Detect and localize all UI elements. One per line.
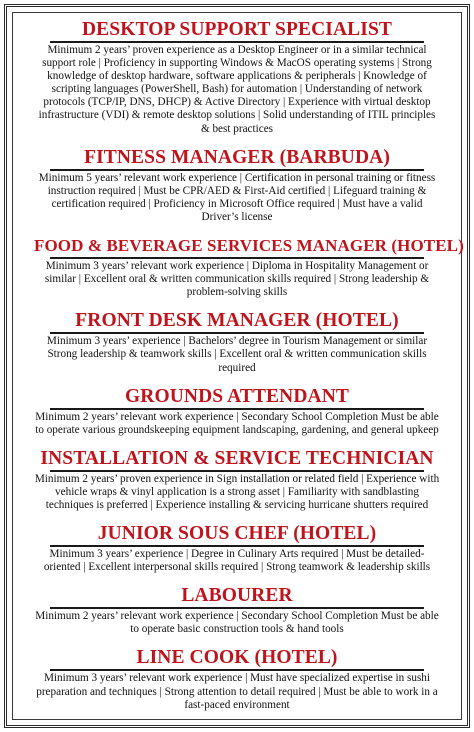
job-listing: [34, 236, 464, 299]
job-requirements: Minimum 2 years’ proven experience in Sign installation or related field | Experience with vehicle wraps & vinyl application is a strong asset | Familiarity with sandblasting techniques is preferred | Experience installing & servicing hurricane shutters required: [34, 472, 440, 511]
title-divider: [50, 257, 424, 259]
title-divider: [50, 470, 424, 472]
job-title: GROUNDS ATTENDANT: [125, 385, 349, 407]
title-divider: [50, 408, 424, 410]
title-divider: [50, 41, 424, 43]
job-title: LINE COOK (HOTEL): [136, 647, 338, 669]
title-divider: [50, 332, 424, 334]
job-title: DESKTOP SUPPORT SPECIALIST: [81, 19, 393, 40]
job-listing: [34, 20, 440, 136]
job-title: FRONT DESK MANAGER (HOTEL): [75, 310, 399, 332]
job-listing: [34, 648, 440, 711]
job-listing: [34, 449, 440, 512]
job-listing: [34, 387, 440, 437]
job-listing: [34, 311, 440, 374]
title-divider: [50, 607, 424, 609]
job-title: FOOD & BEVERAGE SERVICES MANAGER (HOTEL): [34, 236, 464, 256]
job-title: INSTALLATION & SERVICE TECHNICIAN: [40, 447, 434, 469]
job-listing: [34, 524, 440, 574]
job-requirements: Minimum 3 years’ experience | Bachelors’ degree in Tourism Management or similar Strong leadership & teamwork skills | Excellent oral & written communication skills required: [46, 335, 428, 374]
job-list: [34, 19, 464, 724]
job-requirements: Minimum 3 years’ relevant work experience | Diploma in Hospitality Management or similar | Excellent oral & written communication skills required | Strong leadership & problem-solving skills: [44, 260, 430, 299]
title-divider: [50, 669, 424, 671]
job-requirements: Minimum 3 years’ relevant work experience | Must have specialized expertise in sushi preparation and techniques | Strong attention to detail required | Must be able to work in a fast-paced environment: [36, 672, 438, 711]
title-divider: [50, 169, 424, 171]
job-listing: [34, 586, 440, 636]
job-requirements: Minimum 3 years’ experience | Degree in Culinary Arts required | Must be detailed-oriented | Excellent interpersonal skills required | Strong teamwork & leadership skills: [43, 548, 431, 574]
job-requirements: Minimum 2 years’ proven experience as a Desktop Engineer or in a similar technical support role | Proficiency in supporting Windows & MacOS operating systems | Strong knowledge of desktop hardware, software applications & peripherals | Knowledge of scripting languages (PowerShell, Bash) for automation | Understanding of network protocols (TCP/IP, DNS, DHCP) & Active Directory | Experience with virtual desktop infrastructure (VDI) & remote desktop solutions | Solid understanding of ITIL principles & best practices: [38, 44, 436, 135]
job-title: LABOURER: [181, 585, 293, 607]
job-title: JUNIOR SOUS CHEF (HOTEL): [97, 523, 377, 545]
job-title: FITNESS MANAGER (BARBUDA): [84, 146, 390, 168]
job-requirements: Minimum 2 years’ relevant work experience | Secondary School Completion Must be able to operate basic construction tools & hand tools: [35, 610, 439, 636]
job-requirements: Minimum 5 years’ relevant work experience | Certification in personal training or fitness instruction required | Must be CPR/AED & First-Aid certified | Lifeguard training & certification required | Proficiency in Microsoft Office required | Must have a valid Driver’s license: [38, 171, 436, 223]
job-listing: [34, 148, 440, 224]
title-divider: [50, 545, 424, 547]
job-requirements: Minimum 2 years’ relevant work experience | Secondary School Completion Must be able to operate various groundskeeping equipment landscaping, gardening, and general upkeep: [35, 410, 439, 436]
